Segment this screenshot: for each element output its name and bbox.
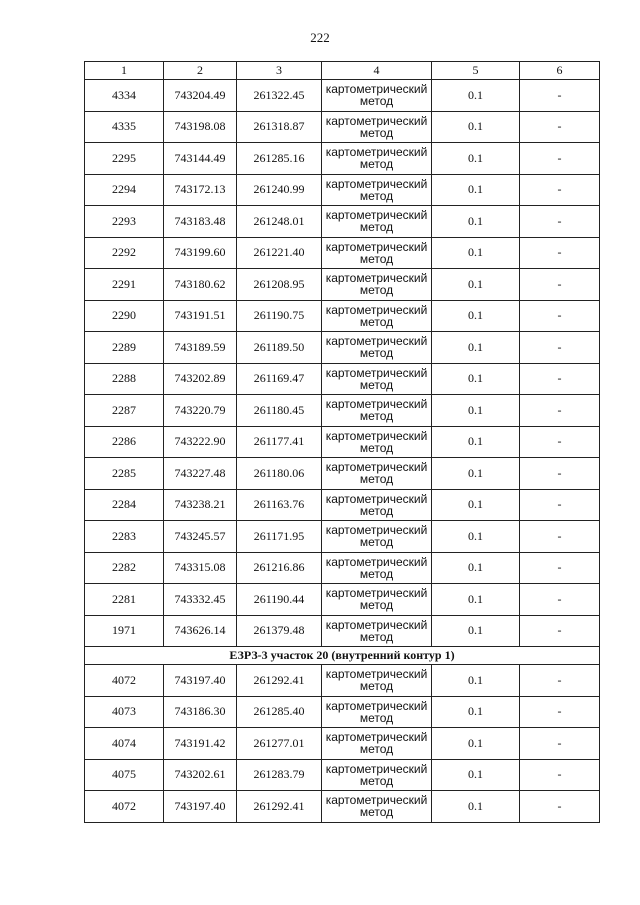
- note-cell: -: [520, 759, 600, 791]
- column-header: 2: [164, 62, 237, 80]
- point-number-cell: 4074: [85, 728, 164, 760]
- y-coordinate-cell: 261318.87: [237, 111, 322, 143]
- y-coordinate-cell: 261190.44: [237, 584, 322, 616]
- method-cell: картометрический метод: [322, 759, 432, 791]
- method-cell: картометрический метод: [322, 521, 432, 553]
- y-coordinate-cell: 261189.50: [237, 332, 322, 364]
- note-cell: -: [520, 521, 600, 553]
- coordinates-table: [84, 61, 600, 823]
- x-coordinate-cell: 743315.08: [164, 552, 237, 584]
- method-cell: картометрический метод: [322, 696, 432, 728]
- method-cell: картометрический метод: [322, 489, 432, 521]
- table-row: [85, 111, 600, 143]
- table-row: [85, 206, 600, 238]
- x-coordinate-cell: 743144.49: [164, 143, 237, 175]
- y-coordinate-cell: 261171.95: [237, 521, 322, 553]
- method-cell: картометрический метод: [322, 728, 432, 760]
- point-number-cell: 2288: [85, 363, 164, 395]
- point-number-cell: 2281: [85, 584, 164, 616]
- section-row: [85, 647, 600, 665]
- point-number-cell: 2292: [85, 237, 164, 269]
- y-coordinate-cell: 261292.41: [237, 791, 322, 823]
- note-cell: -: [520, 143, 600, 175]
- x-coordinate-cell: 743199.60: [164, 237, 237, 269]
- y-coordinate-cell: 261180.06: [237, 458, 322, 490]
- point-number-cell: 2295: [85, 143, 164, 175]
- note-cell: -: [520, 269, 600, 301]
- x-coordinate-cell: 743227.48: [164, 458, 237, 490]
- point-number-cell: 2285: [85, 458, 164, 490]
- table-row: [85, 143, 600, 175]
- accuracy-cell: 0.1: [432, 426, 520, 458]
- note-cell: -: [520, 111, 600, 143]
- note-cell: -: [520, 696, 600, 728]
- accuracy-cell: 0.1: [432, 80, 520, 112]
- method-cell: картометрический метод: [322, 395, 432, 427]
- point-number-cell: 2283: [85, 521, 164, 553]
- x-coordinate-cell: 743172.13: [164, 174, 237, 206]
- point-number-cell: 1971: [85, 615, 164, 647]
- method-cell: картометрический метод: [322, 143, 432, 175]
- note-cell: -: [520, 237, 600, 269]
- x-coordinate-cell: 743191.51: [164, 300, 237, 332]
- accuracy-cell: 0.1: [432, 552, 520, 584]
- method-cell: картометрический метод: [322, 363, 432, 395]
- accuracy-cell: 0.1: [432, 111, 520, 143]
- method-cell: картометрический метод: [322, 426, 432, 458]
- y-coordinate-cell: 261292.41: [237, 665, 322, 697]
- column-header: 6: [520, 62, 600, 80]
- y-coordinate-cell: 261208.95: [237, 269, 322, 301]
- point-number-cell: 2286: [85, 426, 164, 458]
- accuracy-cell: 0.1: [432, 206, 520, 238]
- point-number-cell: 4075: [85, 759, 164, 791]
- point-number-cell: 2290: [85, 300, 164, 332]
- accuracy-cell: 0.1: [432, 728, 520, 760]
- accuracy-cell: 0.1: [432, 584, 520, 616]
- y-coordinate-cell: 261322.45: [237, 80, 322, 112]
- method-cell: картометрический метод: [322, 458, 432, 490]
- table-row: [85, 426, 600, 458]
- x-coordinate-cell: 743189.59: [164, 332, 237, 364]
- note-cell: -: [520, 300, 600, 332]
- accuracy-cell: 0.1: [432, 615, 520, 647]
- table-row: [85, 615, 600, 647]
- point-number-cell: 2293: [85, 206, 164, 238]
- x-coordinate-cell: 743332.45: [164, 584, 237, 616]
- point-number-cell: 4072: [85, 665, 164, 697]
- y-coordinate-cell: 261379.48: [237, 615, 322, 647]
- method-cell: картометрический метод: [322, 269, 432, 301]
- method-cell: картометрический метод: [322, 552, 432, 584]
- point-number-cell: 2294: [85, 174, 164, 206]
- table-row: [85, 300, 600, 332]
- y-coordinate-cell: 261277.01: [237, 728, 322, 760]
- x-coordinate-cell: 743198.08: [164, 111, 237, 143]
- method-cell: картометрический метод: [322, 332, 432, 364]
- y-coordinate-cell: 261240.99: [237, 174, 322, 206]
- y-coordinate-cell: 261169.47: [237, 363, 322, 395]
- note-cell: -: [520, 791, 600, 823]
- x-coordinate-cell: 743238.21: [164, 489, 237, 521]
- table-row: [85, 791, 600, 823]
- accuracy-cell: 0.1: [432, 521, 520, 553]
- method-cell: картометрический метод: [322, 80, 432, 112]
- column-header: 1: [85, 62, 164, 80]
- x-coordinate-cell: 743186.30: [164, 696, 237, 728]
- table-row: [85, 728, 600, 760]
- point-number-cell: 2284: [85, 489, 164, 521]
- table-row: [85, 269, 600, 301]
- note-cell: -: [520, 332, 600, 364]
- table-row: [85, 584, 600, 616]
- accuracy-cell: 0.1: [432, 237, 520, 269]
- y-coordinate-cell: 261221.40: [237, 237, 322, 269]
- note-cell: -: [520, 395, 600, 427]
- accuracy-cell: 0.1: [432, 458, 520, 490]
- note-cell: -: [520, 80, 600, 112]
- column-header: 3: [237, 62, 322, 80]
- table-row: [85, 174, 600, 206]
- accuracy-cell: 0.1: [432, 791, 520, 823]
- method-cell: картометрический метод: [322, 791, 432, 823]
- note-cell: -: [520, 615, 600, 647]
- table-header-row: [85, 62, 600, 80]
- accuracy-cell: 0.1: [432, 665, 520, 697]
- table-row: [85, 696, 600, 728]
- table-row: [85, 665, 600, 697]
- method-cell: картометрический метод: [322, 111, 432, 143]
- table-row: [85, 458, 600, 490]
- column-header: 4: [322, 62, 432, 80]
- note-cell: -: [520, 426, 600, 458]
- accuracy-cell: 0.1: [432, 269, 520, 301]
- x-coordinate-cell: 743222.90: [164, 426, 237, 458]
- y-coordinate-cell: 261285.16: [237, 143, 322, 175]
- x-coordinate-cell: 743202.89: [164, 363, 237, 395]
- table-row: [85, 395, 600, 427]
- note-cell: -: [520, 206, 600, 238]
- y-coordinate-cell: 261190.75: [237, 300, 322, 332]
- method-cell: картометрический метод: [322, 584, 432, 616]
- table-row: [85, 80, 600, 112]
- accuracy-cell: 0.1: [432, 759, 520, 791]
- x-coordinate-cell: 743220.79: [164, 395, 237, 427]
- x-coordinate-cell: 743202.61: [164, 759, 237, 791]
- y-coordinate-cell: 261248.01: [237, 206, 322, 238]
- point-number-cell: 4334: [85, 80, 164, 112]
- note-cell: -: [520, 552, 600, 584]
- column-header: 5: [432, 62, 520, 80]
- point-number-cell: 2282: [85, 552, 164, 584]
- x-coordinate-cell: 743204.49: [164, 80, 237, 112]
- y-coordinate-cell: 261180.45: [237, 395, 322, 427]
- x-coordinate-cell: 743183.48: [164, 206, 237, 238]
- point-number-cell: 2289: [85, 332, 164, 364]
- note-cell: -: [520, 489, 600, 521]
- note-cell: -: [520, 363, 600, 395]
- point-number-cell: 4072: [85, 791, 164, 823]
- x-coordinate-cell: 743191.42: [164, 728, 237, 760]
- page-number: 222: [310, 30, 330, 45]
- y-coordinate-cell: 261163.76: [237, 489, 322, 521]
- table-row: [85, 237, 600, 269]
- x-coordinate-cell: 743626.14: [164, 615, 237, 647]
- note-cell: -: [520, 174, 600, 206]
- y-coordinate-cell: 261285.40: [237, 696, 322, 728]
- accuracy-cell: 0.1: [432, 174, 520, 206]
- rows-group-a: [85, 80, 600, 647]
- method-cell: картометрический метод: [322, 665, 432, 697]
- table-row: [85, 363, 600, 395]
- point-number-cell: 4335: [85, 111, 164, 143]
- x-coordinate-cell: 743245.57: [164, 521, 237, 553]
- note-cell: -: [520, 728, 600, 760]
- method-cell: картометрический метод: [322, 206, 432, 238]
- accuracy-cell: 0.1: [432, 696, 520, 728]
- note-cell: -: [520, 458, 600, 490]
- point-number-cell: 2287: [85, 395, 164, 427]
- table-row: [85, 552, 600, 584]
- accuracy-cell: 0.1: [432, 363, 520, 395]
- y-coordinate-cell: 261283.79: [237, 759, 322, 791]
- method-cell: картометрический метод: [322, 615, 432, 647]
- note-cell: -: [520, 584, 600, 616]
- accuracy-cell: 0.1: [432, 489, 520, 521]
- method-cell: картометрический метод: [322, 237, 432, 269]
- table-row: [85, 332, 600, 364]
- point-number-cell: 2291: [85, 269, 164, 301]
- x-coordinate-cell: 743180.62: [164, 269, 237, 301]
- note-cell: -: [520, 665, 600, 697]
- rows-group-b: [85, 665, 600, 823]
- accuracy-cell: 0.1: [432, 332, 520, 364]
- x-coordinate-cell: 743197.40: [164, 791, 237, 823]
- section-title: ЕЗРЗ-3 участок 20 (внутренний контур 1): [85, 647, 600, 665]
- y-coordinate-cell: 261177.41: [237, 426, 322, 458]
- y-coordinate-cell: 261216.86: [237, 552, 322, 584]
- point-number-cell: 4073: [85, 696, 164, 728]
- method-cell: картометрический метод: [322, 174, 432, 206]
- accuracy-cell: 0.1: [432, 395, 520, 427]
- method-cell: картометрический метод: [322, 300, 432, 332]
- table-row: [85, 759, 600, 791]
- table-row: [85, 489, 600, 521]
- x-coordinate-cell: 743197.40: [164, 665, 237, 697]
- accuracy-cell: 0.1: [432, 143, 520, 175]
- table-row: [85, 521, 600, 553]
- accuracy-cell: 0.1: [432, 300, 520, 332]
